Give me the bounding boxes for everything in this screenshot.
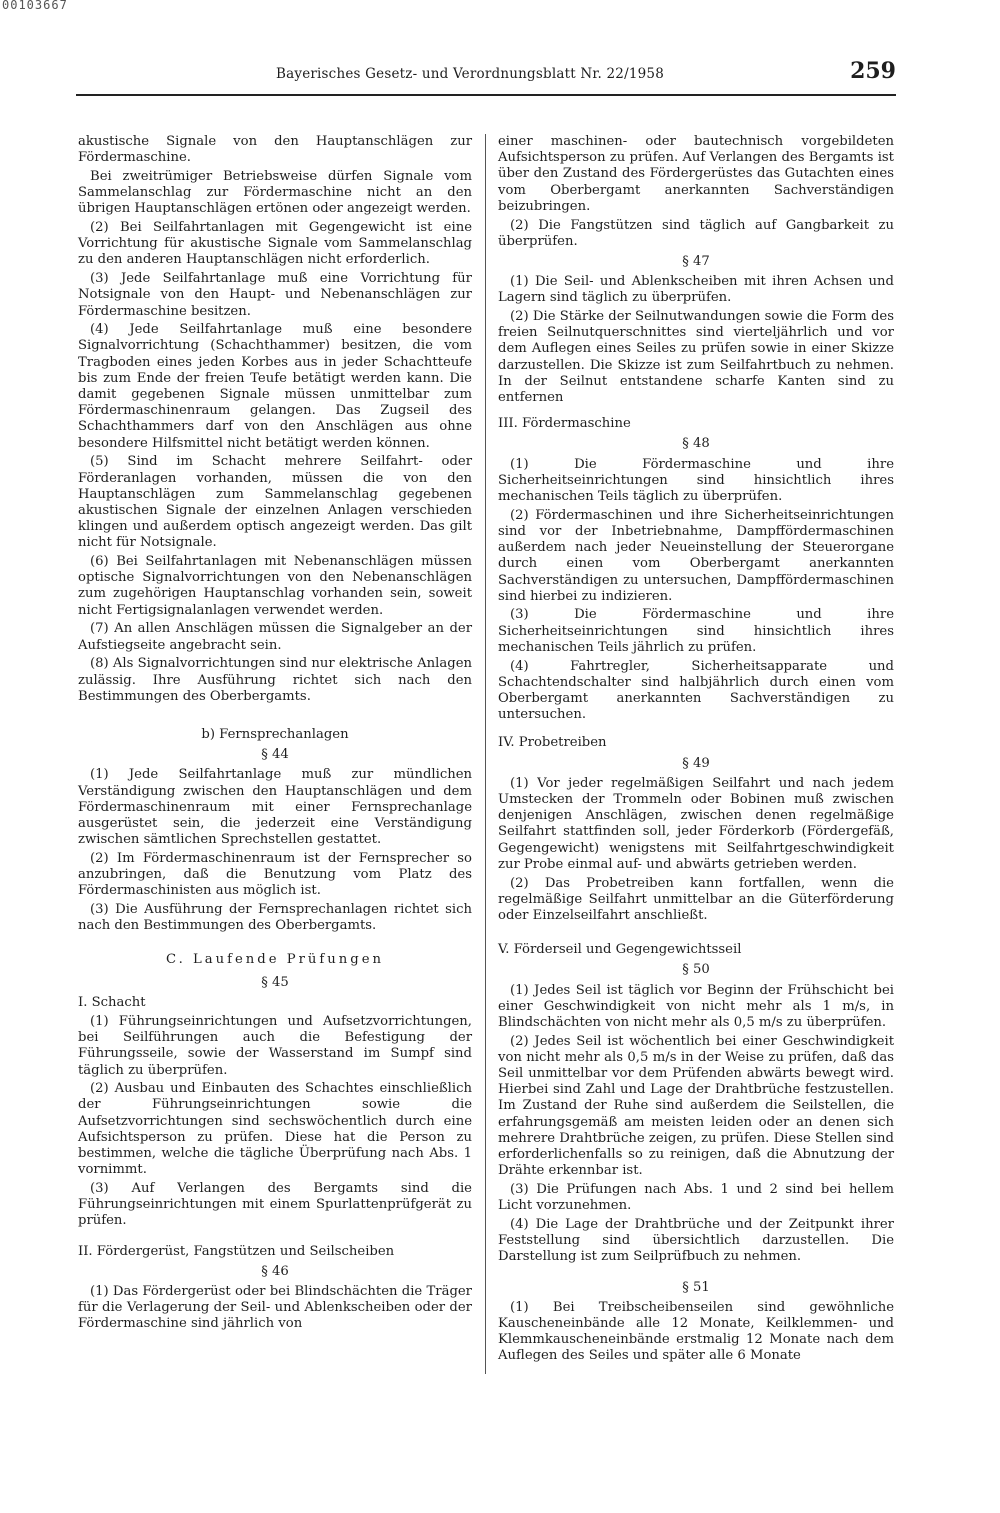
paragraph: (3) Die Fördermaschine und ihre Sicherheitseinrichtungen sind hinsichtlich ihres mechanischen Teils jährlich zu prüfen. bbox=[498, 607, 894, 655]
paragraph: (1) Das Fördergerüst oder bei Blindschächten die Träger für die Verlagerung der Seil- und Ablenkscheiben oder der Fördermaschine sind jährlich von bbox=[78, 1284, 472, 1332]
header-title: Bayerisches Gesetz- und Verordnungsblatt Nr. 22/1958 bbox=[276, 66, 664, 82]
paragraph: (3) Auf Verlangen des Bergamts sind die Führungseinrichtungen mit einem Spurlattenprüfgerät zu prüfen. bbox=[78, 1180, 472, 1229]
paragraph: (7) An allen Anschlägen müssen die Signalgeber an der Aufstiegseite angebracht sein. bbox=[78, 621, 472, 653]
paragraph: akustische Signale von den Hauptanschlägen zur Fördermaschine. bbox=[78, 134, 472, 166]
paragraph: (3) Die Prüfungen nach Abs. 1 und 2 sind bei hellem Licht vorzunehmen. bbox=[498, 1181, 894, 1214]
subsection-heading: I. Schacht bbox=[78, 994, 146, 1010]
paragraph: (3) Jede Seilfahrtanlage muß eine Vorrichtung für Notsignale von den Haupt- und Nebenanschlägen zur Fördermaschine besitzen. bbox=[78, 271, 472, 319]
subsection-heading: II. Fördergerüst, Fangstützen und Seilscheiben bbox=[78, 1243, 395, 1259]
section-number: § 47 bbox=[682, 253, 710, 269]
paragraph: (6) Bei Seilfahrtanlagen mit Nebenanschlägen müssen optische Signalvorrichtungen von den Nebenanschlägen zum zugehörigen Hauptanschlag vorhanden sein, soweit nicht Fertigsignalanlagen verwendet werden. bbox=[78, 554, 472, 618]
section-number: § 51 bbox=[682, 1279, 710, 1295]
archive-id: 00103667 bbox=[2, 0, 68, 12]
section-number: § 46 bbox=[261, 1263, 289, 1279]
paragraph: (1) Die Seil- und Ablenkscheiben mit ihren Achsen und Lagern sind täglich zu überprüfen. bbox=[498, 274, 894, 306]
page-header bbox=[76, 60, 896, 96]
paragraph: (4) Die Lage der Drahtbrüche und der Zeitpunkt ihrer Feststellung sind übersichtlich darzustellen. Die Darstellung ist zum Seilprüfbuch zu nehmen. bbox=[498, 1216, 894, 1265]
section-number: § 50 bbox=[682, 962, 710, 978]
paragraph: Bei zweitrümiger Betriebsweise dürfen Signale vom Sammelanschlag zur Fördermaschine nicht an den übrigen Hauptanschlägen ertönen oder angezeigt werden. bbox=[78, 168, 472, 217]
paragraph: (1) Führungseinrichtungen und Aufsetzvorrichtungen, bei Seilführungen auch die Befestigung der Führungsseile, sowie der Wasserstand im Sumpf sind täglich zu überprüfen. bbox=[78, 1013, 472, 1078]
paragraph: (1) Jede Seilfahrtanlage muß zur mündlichen Verständigung zwischen den Hauptanschlägen und dem Fördermaschinenraum mit einer Fernsprechanlage ausgerüstet sein, die jederzeit eine Verständigung zwischen sämtlichen Sprechstellen gestattet. bbox=[78, 767, 472, 848]
paragraph: (2) Ausbau und Einbauten des Schachtes einschließlich der Führungseinrichtungen sowie die Aufsetzvorrichtungen sind sechswöchentlich durch eine Aufsichtsperson zu prüfen. Diese hat die Person zu bestimmen, welche die tägliche Überprüfung nach Abs. 1 vornimmt. bbox=[78, 1081, 472, 1178]
right-column bbox=[498, 134, 894, 1367]
section-heading: C. Laufende Prüfungen bbox=[165, 952, 384, 968]
section-number: § 44 bbox=[261, 747, 289, 763]
column-divider bbox=[485, 134, 486, 1374]
paragraph: (4) Fahrtregler, Sicherheitsapparate und Schachtendschalter sind halbjährlich durch einen vom Oberbergamt anerkannten Sachverständigen zu untersuchen. bbox=[498, 658, 894, 723]
paragraph: (2) Im Fördermaschinenraum ist der Fernsprecher so anzubringen, daß die Benutzung vom Platz des Fördermaschinisten aus möglich ist. bbox=[78, 850, 472, 899]
section-number: § 45 bbox=[261, 974, 289, 990]
paragraph: (3) Die Ausführung der Fernsprechanlagen richtet sich nach den Bestimmungen des Oberbergamts. bbox=[78, 901, 472, 934]
paragraph: (5) Sind im Schacht mehrere Seilfahrt- oder Förderanlagen vorhanden, müssen die von den Hauptanschlägen zum Sammelanschlag gegebenen akustischen Signale der einzelnen Anlagen verschieden klingen und außerdem optisch angezeigt werden. Das gilt nicht für Notsignale. bbox=[78, 454, 472, 551]
paragraph: (2) Das Probetreiben kann fortfallen, wenn die regelmäßige Seilfahrt unmittelbar an die Güterförderung oder Einzelseilfahrt anschließt. bbox=[498, 875, 894, 923]
paragraph: (1) Vor jeder regelmäßigen Seilfahrt und nach jedem Umstecken der Trommeln oder Bobinen muß zwischen denjenigen Anschlägen, zwischen denen regelmäßige Seilfahrt stattfinden soll, jeder Förderkorb (Fördergefäß, Gegengewicht) wenigstens mit Seilfahrtgeschwindigkeit zur Probe einmal auf- und abwärts getrieben werden. bbox=[498, 775, 894, 872]
paragraph: einer maschinen- oder bautechnisch vorgebildeten Aufsichtsperson zu prüfen. Auf Verlangen des Bergamts ist über den Zustand des Fördergerüstes das Gutachten eines vom Oberbergamt anerkannten Sachverständigen beizubringen. bbox=[498, 134, 894, 214]
paragraph: (4) Jede Seilfahrtanlage muß eine besondere Signalvorrichtung (Schachthammer) besitzen, die vom Tragboden eines jeden Korbes aus in jeder Schachtteufe bis zum Ende der freien Teufe betätigt werden kann. Die damit gegebenen Signale müssen unmittelbar zum Fördermaschinenraum gelangen. Das Zugseil des Schachthammers darf von den Anschlägen aus ohne besondere Hilfsmittel nicht betätigt werden können. bbox=[78, 322, 472, 451]
paragraph: (1) Jedes Seil ist täglich vor Beginn der Frühschicht bei einer Geschwindigkeit von nicht mehr als 1 m/s, in Blindschächten von nicht mehr als 0,5 m/s zu überprüfen. bbox=[498, 982, 894, 1030]
subsection-heading: IV. Probetreiben bbox=[498, 735, 607, 751]
paragraph: (2) Die Stärke der Seilnutwandungen sowie die Form des freien Seilnutquerschnittes sind vierteljährlich und vor dem Auflegen eines Seiles zu prüfen sowie in einer Skizze darzustellen. Die Skizze ist zum Seilfahrtbuch zu nehmen. In der Seilnut entstandene scharfe Kanten sind zu entfernen bbox=[498, 309, 894, 406]
section-number: § 48 bbox=[682, 436, 710, 452]
paragraph: (2) Bei Seilfahrtanlagen mit Gegengewicht ist eine Vorrichtung für akustische Signale vom Sammelanschlag zu den anderen Hauptanschlägen nicht erforderlich. bbox=[78, 220, 472, 268]
subsection-heading: V. Förderseil und Gegengewichtsseil bbox=[498, 942, 742, 958]
paragraph: (2) Fördermaschinen und ihre Sicherheitseinrichtungen sind vor der Inbetriebnahme, Dampffördermaschinen außerdem nach jeder Neueinstellung der Steuerorgane durch einen vom Oberbergamt anerkannten Sachverständigen zu untersuchen, Dampffördermaschinen sind hierbei zu indizieren. bbox=[498, 507, 894, 604]
left-column bbox=[78, 134, 472, 1335]
paragraph: (8) Als Signalvorrichtungen sind nur elektrische Anlagen zulässig. Ihre Ausführung richtet sich nach den Bestimmungen des Oberbergamts. bbox=[78, 656, 472, 704]
paragraph: (1) Die Fördermaschine und ihre Sicherheitseinrichtungen sind hinsichtlich ihres mechanischen Teils täglich zu überprüfen. bbox=[498, 456, 894, 505]
paragraph: (2) Jedes Seil ist wöchentlich bei einer Geschwindigkeit von nicht mehr als 0,5 m/s in der Weise zu prüfen, daß das Seil unmittelbar vor dem Prüfenden abwärts bewegt wird. Hierbei sind Zahl und Lage der Drahtbrüche festzustellen. Im Zustand der Ruhe sind außerdem die Seilstellen, die erfahrungsgemäß am meisten leiden oder an denen sich mehrere Drahtbrüche zeigen, zu prüfen. Diese Stellen sind erforderlichenfalls so zu reinigen, daß die Abnutzung der Drähte erkennbar ist. bbox=[498, 1033, 894, 1179]
subsection-heading: III. Fördermaschine bbox=[498, 416, 631, 432]
page-number: 259 bbox=[850, 58, 896, 84]
subsection-heading: b) Fernsprechanlagen bbox=[201, 726, 349, 742]
section-number: § 49 bbox=[682, 755, 710, 771]
paragraph: (2) Die Fangstützen sind täglich auf Gangbarkeit zu überprüfen. bbox=[498, 217, 894, 249]
paragraph: (1) Bei Treibscheibenseilen sind gewöhnliche Kauscheneinbände alle 12 Monate, Keilklemmen- und Klemmkauscheneinbände erstmalig 12 Monate nach dem Auflegen des Seiles und später alle 6 Monate bbox=[498, 1299, 894, 1364]
